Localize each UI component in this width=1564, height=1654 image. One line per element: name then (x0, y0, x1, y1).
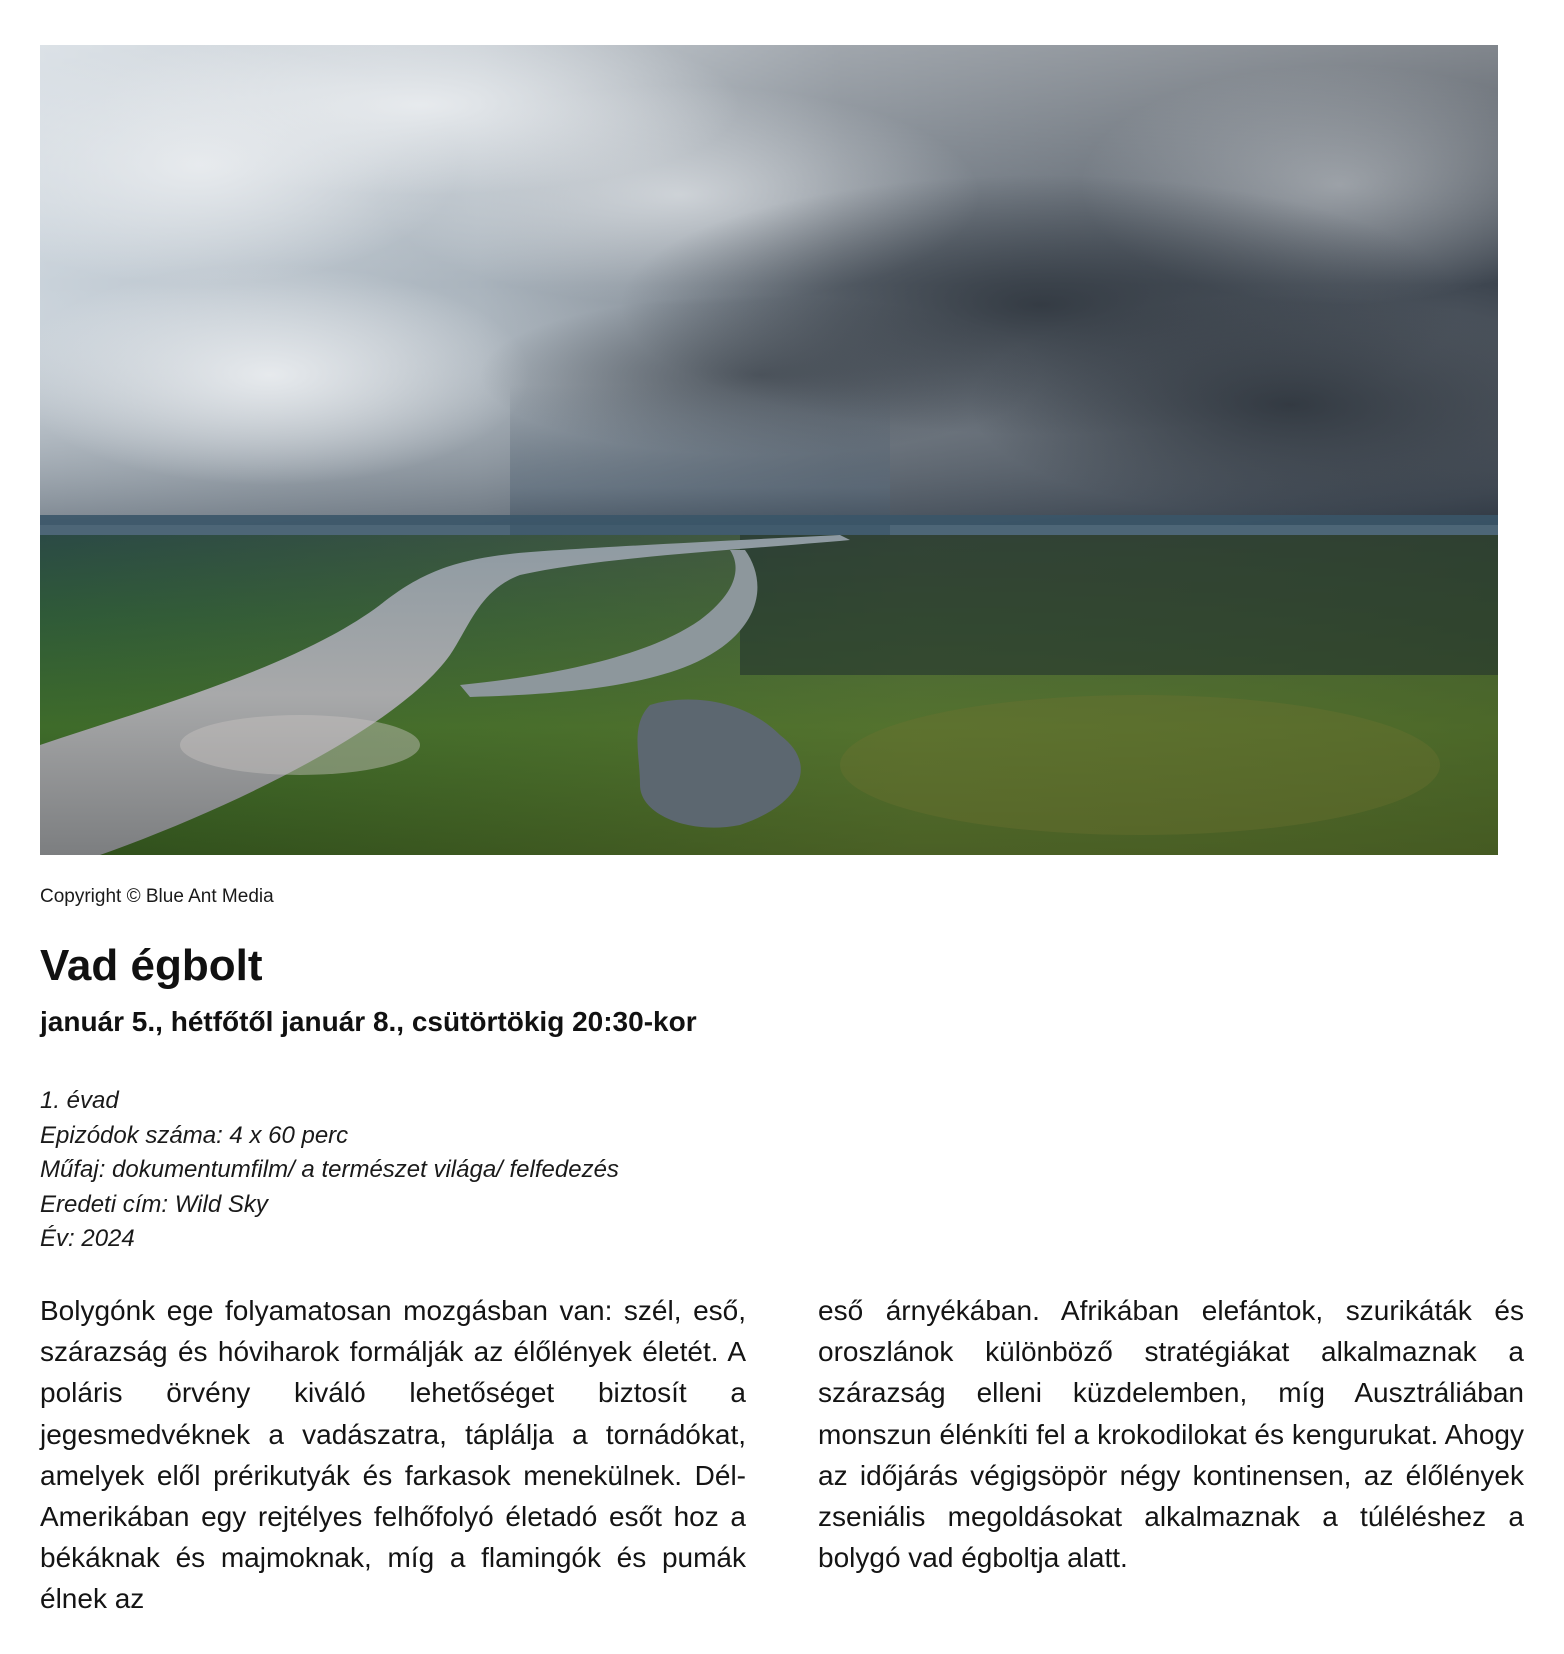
page-title: Vad égbolt (40, 941, 263, 990)
description-column-left: Bolygónk ege folyamatosan mozgásban van: szél, eső, szárazság és hóviharok formálják az élőlények életét. A poláris örvény kiváló lehetőséget biztosít a jegesmedvéknek a vadászatra, táplálja a tornádókat, amelyek elől prérikutyák és farkasok menekülnek. Dél-Amerikában egy rejtélyes felhőfolyó életadó esőt hoz a békáknak és majmoknak, míg a flamingók és pumák élnek az (40, 1295, 746, 1615)
season-line: 1. évad (40, 1087, 119, 1114)
hero-photo (40, 45, 1498, 855)
description-column-right: eső árnyékában. Afrikában elefántok, szurikáták és oroszlánok különböző stratégiákat alkalmaznak a szárazság elleni küzdelemben, míg Ausztráliában monszun élénkíti fel a krokodilokat és kengurukat. Ahogy az időjárás végigsöpör négy kontinensen, az élőlények zseniális megoldásokat alkalmaznak a túléléshez a bolygó vad égboltja alatt. (818, 1295, 1524, 1574)
program-details (40, 1084, 619, 1257)
original-title-line: Eredeti cím: Wild Sky (40, 1190, 268, 1218)
episodes-line: Epizódok száma: 4 x 60 perc (40, 1121, 349, 1149)
photo-copyright: Copyright © Blue Ant Media (40, 886, 274, 907)
broadcast-schedule: január 5., hétfőtől január 8., csütörtökig 20:30-kor (40, 1006, 697, 1037)
genre-line: Műfaj: dokumentumfilm/ a természet világa/ felfedezés (40, 1156, 619, 1183)
landscape-photo-icon (40, 45, 1498, 855)
year-line: Év: 2024 (40, 1225, 135, 1252)
